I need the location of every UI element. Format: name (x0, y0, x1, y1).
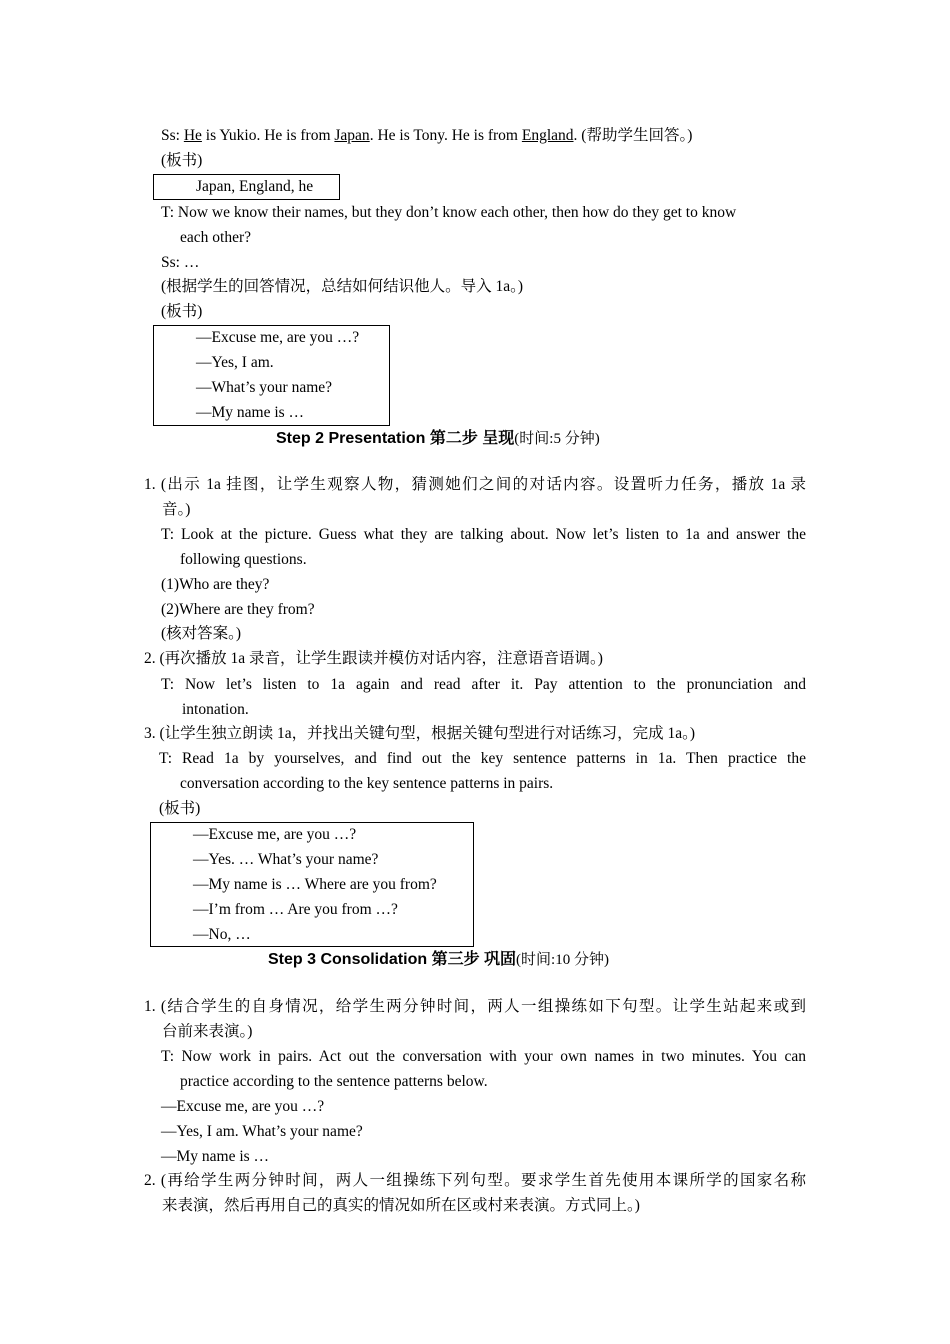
step2-item-2: 2. (再次播放 1a 录音，让学生跟读并模仿对话内容，注意语音语调。) (144, 650, 603, 667)
step3-item-2-cont: 来表演，然后再用自己的真实的情况如所在区或村来表演。方式同上。) (162, 1197, 640, 1214)
underlined-england: England (521, 127, 574, 144)
step2-item-3: 3. (让学生独立朗读 1a，并找出关键句型，根据关键句型进行对话练习，完成 1a。) (144, 725, 696, 742)
teacher-line-cont: each other? (180, 229, 251, 246)
question-1: (1)Who are they? (161, 576, 270, 593)
dialogue-line: —Excuse me, are you …? (161, 1098, 325, 1115)
step3-item-2: 2. (再给学生两分钟时间，两人一组操练下列句型。要求学生首先使用本课所学的国家名称 (144, 1172, 806, 1189)
teacher-line-cont: intonation. (182, 701, 249, 718)
board-box-dialogue (153, 325, 390, 426)
teacher-line: T: Now we know their names, but they don’t know each other, then how do they get to know (161, 204, 737, 221)
board-box-line: —My name is … Where are you from? (193, 876, 437, 893)
board-box-line: —Excuse me, are you …? (193, 826, 357, 843)
teacher-line-cont: following questions. (180, 551, 307, 568)
check-answers-note: (核对答案。) (161, 625, 242, 642)
board-box-line: —I’m from … Are you from …? (193, 901, 398, 918)
dialogue-line: —My name is … (161, 1148, 270, 1165)
underlined-he: He (183, 127, 202, 144)
board-box-line: —My name is … (196, 404, 305, 421)
teacher-line: T: Now work in pairs. Act out the conversation with your own names in two minutes. You can (161, 1048, 806, 1065)
teaching-note: (根据学生的回答情况，总结如何结识他人。导入 1a。) (161, 278, 524, 295)
board-label: (板书) (161, 152, 203, 169)
teacher-line: T: Now let’s listen to 1a again and read after it. Pay attention to the pronunciation and (161, 676, 806, 693)
step3-item-1-cont: 台前来表演。) (162, 1023, 253, 1040)
board-box-text: Japan, England, he (196, 178, 314, 195)
step2-heading: Step 2 Presentation 第二步 呈现(时间:5 分钟) (276, 430, 600, 447)
teacher-line: T: Read 1a by yourselves, and find out the key sentence patterns in 1a. Then practice the (159, 750, 806, 767)
board-box-line: —Yes, I am. (196, 354, 274, 371)
teacher-line-cont: conversation according to the key sentence patterns in pairs. (180, 775, 554, 792)
underlined-japan: Japan (334, 127, 370, 144)
board-box-line: —Excuse me, are you …? (196, 329, 360, 346)
board-box-line: —Yes. … What’s your name? (193, 851, 379, 868)
board-box-dialogue (150, 822, 474, 947)
board-box-countries (153, 174, 340, 200)
question-2: (2)Where are they from? (161, 601, 315, 618)
teacher-line-cont: practice according to the sentence patterns below. (180, 1073, 488, 1090)
dialogue-line: —Yes, I am. What’s your name? (161, 1123, 363, 1140)
board-box-line: —What’s your name? (196, 379, 333, 396)
ss-answer-line: Ss: He is Yukio. He is from Japan. He is Tony. He is from England. (帮助学生回答。) (161, 127, 693, 144)
step2-item-1: 1. (出示 1a 挂图，让学生观察人物，猜测她们之间的对话内容。设置听力任务，播放 1a 录 (144, 476, 806, 493)
step3-heading: Step 3 Consolidation 第三步 巩固(时间:10 分钟) (268, 951, 609, 968)
step3-item-1: 1. (结合学生的自身情况，给学生两分钟时间，两人一组操练如下句型。让学生站起来或到 (144, 998, 806, 1015)
step2-item-1-cont: 音。) (162, 501, 191, 518)
students-line: Ss: … (161, 254, 200, 271)
board-label: (板书) (161, 303, 203, 320)
board-label: (板书) (159, 800, 201, 817)
board-box-line: —No, … (193, 926, 251, 943)
teacher-line: T: Look at the picture. Guess what they are talking about. Now let’s listen to 1a and answer the (161, 526, 806, 543)
